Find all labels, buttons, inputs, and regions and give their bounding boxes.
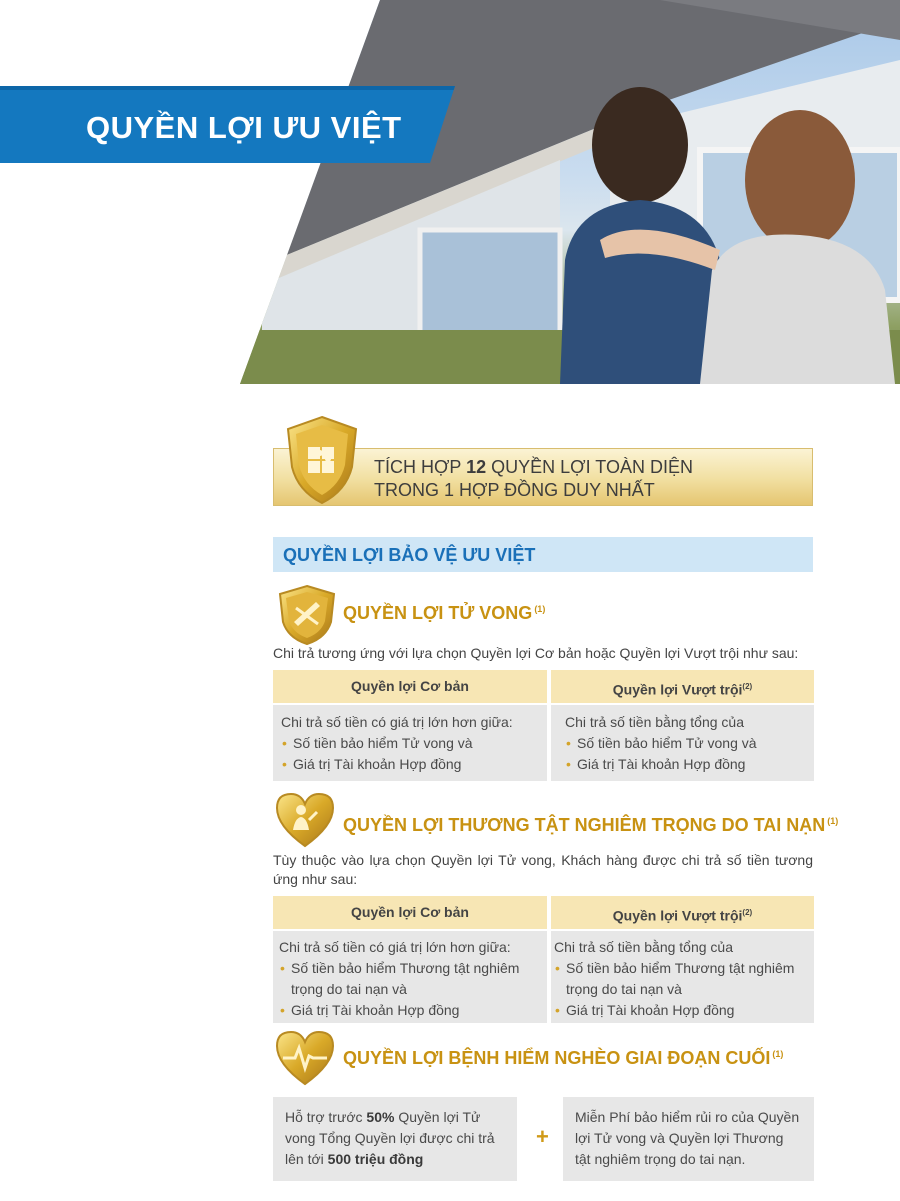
critical-title-note: (1) [772, 1049, 784, 1059]
disability-basic-intro: Chi trả số tiền có giá trị lớn hơn giữa: [279, 939, 511, 955]
disability-description: Tùy thuộc vào lựa chọn Quyền lợi Tử vong, Khách hàng được chi trả số tiền tương ứng như sau: [273, 852, 813, 887]
list-item: • Giá trị Tài khoản Hợp đồng [279, 1000, 539, 1021]
disability-superior-note: (2) [742, 908, 753, 917]
list-item: • Số tiền bảo hiểm Tử vong và [565, 733, 806, 754]
critical-percent: 50% [366, 1109, 395, 1125]
banner-number: 12 [466, 457, 487, 477]
shield-icon [276, 584, 338, 646]
critical-title-text: QUYỀN LỢI BỆNH HIỂM NGHÈO GIAI ĐOẠN CUỐI [343, 1048, 771, 1068]
disability-title-note: (1) [827, 816, 839, 826]
critical-left-prefix: Hỗ trợ trước [285, 1109, 367, 1125]
section-title: QUYỀN LỢI BẢO VỆ ƯU VIỆT [283, 545, 536, 565]
hero [0, 0, 900, 384]
disability-superior-cell [551, 931, 814, 1023]
list-item: • Số tiền bảo hiểm Thương tật nghiêm trọng do tai nạn và [279, 958, 539, 1000]
critical-left-mid: Quyền lợi Tử vong Tổng Quyền lợi được chi trả lên tới [285, 1109, 495, 1167]
section-header [273, 537, 813, 572]
death-superior-header [551, 670, 814, 703]
death-title-note: (1) [534, 604, 546, 614]
death-title-text: QUYỀN LỢI TỬ VONG [343, 603, 533, 623]
death-benefit-title [343, 603, 545, 624]
death-superior-header-text: Quyền lợi Vượt trội [612, 681, 743, 698]
death-superior-intro: Chi trả số tiền bằng tổng của [565, 714, 745, 730]
banner-line2: TRONG 1 HỢP ĐỒNG DUY NHẤT [374, 480, 655, 500]
list-item: • Giá trị Tài khoản Hợp đồng [281, 754, 539, 775]
disability-superior-intro: Chi trả số tiền bằng tổng của [554, 939, 734, 955]
disability-basic-cell [273, 931, 547, 1023]
death-description: Chi trả tương ứng với lựa chọn Quyền lợi Cơ bản hoặc Quyền lợi Vượt trội như sau: [273, 645, 799, 661]
banner-line1-prefix: TÍCH HỢP [374, 457, 467, 477]
puzzle-shield-icon [284, 415, 360, 505]
death-superior-cell [551, 705, 814, 781]
critical-left-box [273, 1097, 517, 1181]
couple-house-photo [0, 0, 900, 384]
list-item: • Số tiền bảo hiểm Thương tật nghiêm trọng do tai nạn và [554, 958, 806, 1000]
disability-title-text: QUYỀN LỢI THƯƠNG TẬT NGHIÊM TRỌNG DO TAI NẠN [343, 815, 826, 835]
disability-basic-header: Quyền lợi Cơ bản [273, 896, 547, 929]
death-superior-note: (2) [742, 682, 753, 691]
list-item: • Giá trị Tài khoản Hợp đồng [554, 1000, 806, 1021]
death-basic-header: Quyền lợi Cơ bản [273, 670, 547, 703]
list-item: • Giá trị Tài khoản Hợp đồng [565, 754, 806, 775]
death-basic-cell [273, 705, 547, 781]
critical-amount: 500 triệu đồng [327, 1151, 424, 1167]
heart-pulse-icon [273, 1028, 337, 1088]
critical-right-box: Miễn Phí bảo hiểm rủi ro của Quyền lợi Tử vong và Quyền lợi Thương tật nghiêm trọng do tai nạn. [563, 1097, 814, 1181]
death-basic-intro: Chi trả số tiền có giá trị lớn hơn giữa: [281, 714, 513, 730]
disability-benefit-title [343, 815, 838, 836]
list-item: • Số tiền bảo hiểm Tử vong và [281, 733, 539, 754]
plus-sign: + [536, 1124, 549, 1149]
banner-line1-suffix: QUYỀN LỢI TOÀN DIỆN [486, 457, 693, 477]
heart-person-icon [273, 790, 337, 850]
disability-superior-header-text: Quyền lợi Vượt trội [612, 907, 743, 924]
critical-illness-title [343, 1048, 783, 1069]
house-illustration [0, 0, 900, 384]
page-title: QUYỀN LỢI ƯU VIỆT [86, 110, 402, 145]
banner-text [374, 456, 693, 502]
disability-superior-header [551, 896, 814, 929]
